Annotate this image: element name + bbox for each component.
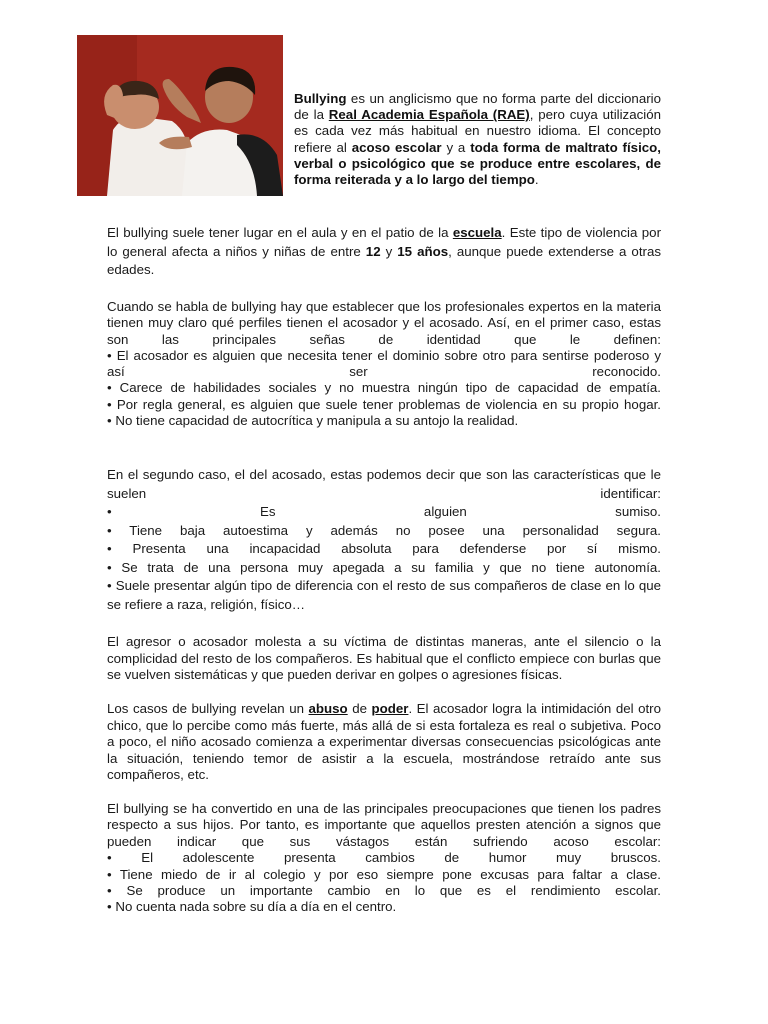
paragraph-abuse-of-power xyxy=(107,701,661,784)
p1-text-3: y xyxy=(380,243,398,259)
rae-link[interactable]: Real Academia Española (RAE) xyxy=(328,107,530,123)
aggressor-intro: Cuando se habla de bullying hay que establecer que los profesionales expertos en la materia tienen muy claro qué perfiles tienen el acosador y el acosado. Así, en el primer caso, estas son las principales señas de identidad que le definen: xyxy=(107,299,661,347)
bullying-illustration xyxy=(77,35,283,196)
intro-text-2: , pero cuya utilización es cada vez más habitual en nuestro idioma. El concepto refiere al xyxy=(294,107,661,155)
warning-signs-intro: El bullying se ha convertido en una de las principales preocupaciones que tienen los padres respecto a sus hijos. Por tanto, es importante que aquellos presten atención a signos que pueden indicar que sus vástagos están sufriendo acoso escolar: xyxy=(107,801,661,849)
warning-sign: • El adolescente presenta cambios de humor muy bruscos. xyxy=(107,850,661,866)
warning-sign: • Tiene miedo de ir al colegio y por eso siempre pone excusas para faltar a clase. xyxy=(107,866,661,882)
warning-sign: • Se produce un importante cambio en lo que es el rendimiento escolar. xyxy=(107,883,661,899)
p1-text-1: El bullying suele tener lugar en el aula y en el patio de la xyxy=(107,225,453,240)
paragraph-aggressor-methods: El agresor o acosador molesta a su víctima de distintas maneras, ante el silencio o la complicidad del resto de los compañeros. Es habitual que el conflicto empiece con burlas que se vuelven sistemáticas y que pueden derivar en golpes o agresiones físicas. xyxy=(107,634,661,682)
age-12: 12 xyxy=(365,243,381,259)
abuso-link[interactable]: abuso xyxy=(308,701,348,716)
victim-profile xyxy=(107,466,661,614)
aggressor-trait: • Por regla general, es alguien que suele tener problemas de violencia en su propio hogar. xyxy=(107,396,661,412)
bullying-photo xyxy=(77,35,283,196)
intro-text-1: es un anglicismo que no forma parte del diccionario de la xyxy=(294,91,661,123)
bullying-definition: toda forma de maltrato físico, verbal o psicológico que se produce entre escolares, de forma reiterada y a lo largo del tiempo xyxy=(294,139,661,188)
p5-text-1: Los casos de bullying revelan un xyxy=(107,701,309,716)
victim-trait: • Se trata de una persona muy apegada a su familia y que no tiene autonomía. xyxy=(107,559,661,575)
victim-trait: • Presenta una incapacidad absoluta para defenderse por sí mismo. xyxy=(107,541,661,556)
paragraph-location-age xyxy=(107,224,661,280)
p5-text-2: de xyxy=(347,701,372,716)
intro-text-3: y a xyxy=(441,139,471,155)
aggressor-profile xyxy=(107,299,661,429)
aggressor-trait: • Carece de habilidades sociales y no muestra ningún tipo de capacidad de empatía. xyxy=(107,380,661,396)
poder-link[interactable]: poder xyxy=(371,701,409,716)
victim-trait: • Es alguien sumiso. xyxy=(107,504,661,519)
warning-signs xyxy=(107,801,661,916)
acoso-escolar-term: acoso escolar xyxy=(351,139,442,155)
victim-intro: En el segundo caso, el del acosado, estas podemos decir que son las características que le suelen identificar: xyxy=(107,467,661,501)
p5-text-3: . El acosador logra la intimidación del otro chico, que lo percibe como más fuerte, más allá de si esta fortaleza es real o subjetiva. Poco a poco, el niño acosado comienza a experimentar diversas consecuencias psicológicas ante la situación, teniendo temor de asistir a la escuela, mostrándose retraído ante sus compañeros, etc. xyxy=(107,701,661,782)
aggressor-trait: • No tiene capacidad de autocrítica y manipula a su antojo la realidad. xyxy=(107,413,519,429)
victim-trait: • Suele presentar algún tipo de diferencia con el resto de sus compañeros de clase en lo que se refiere a raza, religión, físico… xyxy=(107,578,661,612)
age-15: 15 años xyxy=(397,243,449,259)
intro-term: Bullying xyxy=(294,91,347,106)
aggressor-trait: • El acosador es alguien que necesita tener el dominio sobre otro para sentirse poderoso y así ser reconocido. xyxy=(107,347,661,380)
p1-text-2: . Este tipo de violencia por lo general afecta a niños y niñas de entre xyxy=(107,225,661,259)
intro-paragraph xyxy=(294,91,661,188)
escuela-link[interactable]: escuela xyxy=(452,225,502,240)
p1-text-4: , aunque puede extenderse a otras edades. xyxy=(107,243,661,277)
warning-sign: • No cuenta nada sobre su día a día en el centro. xyxy=(107,899,397,915)
intro-text-4: . xyxy=(534,172,539,188)
victim-trait: • Tiene baja autoestima y además no posee una personalidad segura. xyxy=(107,522,661,538)
